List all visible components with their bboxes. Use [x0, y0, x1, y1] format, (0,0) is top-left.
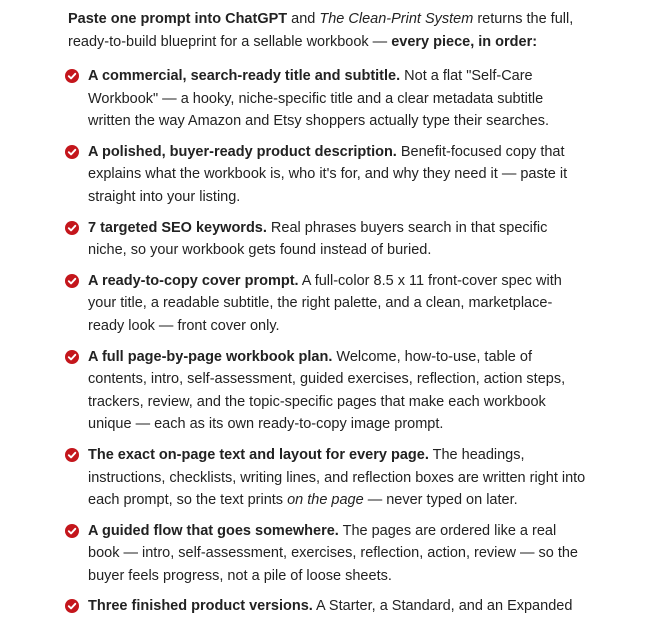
- feature-text: The pages are ordered like a real book — intro, self-assessment, exercises, reflection, action, review — so the buyer feels progress, not a pile of loose sheets.: [88, 522, 578, 584]
- intro-body: returns the full, ready-to-build blueprint for a sellable workbook —: [68, 11, 574, 50]
- content-column: [68, 8, 588, 626]
- intro-product-name: The Clean-Print System: [319, 11, 474, 27]
- list-item: [68, 141, 588, 209]
- feature-text: A full-color 8.5 x 11 front-cover spec with your title, a readable subtitle, the right palette, and a clean, marketplace-ready look — front cover only.: [88, 272, 562, 334]
- intro-paragraph: [68, 8, 588, 54]
- intro-lead: Paste one prompt into ChatGPT: [68, 11, 288, 27]
- list-item: [68, 346, 588, 436]
- feature-text: Not a flat "Self-Care Workbook" — a hooky, niche-specific title and a clear metadata subtitle written the way Amazon and Etsy shoppers actually type their searches.: [88, 68, 550, 130]
- feature-title: A polished, buyer-ready product description.: [88, 143, 397, 160]
- list-item: [68, 444, 588, 512]
- list-item: [68, 595, 588, 618]
- feature-text: A Starter, a Standard, and an Expanded: [312, 598, 573, 615]
- feature-text: The headings, instructions, checklists, writing lines, and reflection boxes are written right into each prompt, so the text prints: [88, 446, 586, 509]
- list-item: [68, 217, 588, 262]
- feature-title: A full page-by-page workbook plan.: [88, 348, 333, 365]
- feature-title: The exact on-page text and layout for every page.: [88, 446, 429, 463]
- check-circle-icon: [65, 221, 79, 235]
- list-item: [68, 520, 588, 588]
- feature-title: Three finished product versions.: [88, 598, 313, 615]
- feature-text: Real phrases buyers search in that specific niche, so your workbook gets found instead of buried.: [88, 219, 548, 259]
- check-circle-icon: [65, 599, 79, 613]
- feature-emphasis: on the page: [287, 492, 364, 509]
- intro-connector: and: [287, 11, 320, 27]
- feature-list: [68, 65, 588, 618]
- list-item: [68, 65, 588, 133]
- feature-text: Benefit-focused copy that explains what the workbook is, who it's for, and why they need it — paste it straight into your listing.: [88, 143, 568, 205]
- check-circle-icon: [65, 524, 79, 538]
- check-circle-icon: [65, 274, 79, 288]
- feature-text-end: — never typed on later.: [363, 492, 518, 509]
- check-circle-icon: [65, 69, 79, 83]
- check-circle-icon: [65, 145, 79, 159]
- list-item: [68, 270, 588, 338]
- feature-title: A guided flow that goes somewhere.: [88, 522, 339, 539]
- feature-text: Welcome, how-to-use, table of contents, intro, self-assessment, guided exercises, reflection, action steps, trackers, review, and the topic-specific pages that make each workbook unique — each as its own ready-to-copy image prompt.: [88, 348, 566, 433]
- intro-emphasis: every piece, in order:: [391, 34, 538, 50]
- feature-title: A ready-to-copy cover prompt.: [88, 272, 299, 289]
- feature-title: 7 targeted SEO keywords.: [88, 219, 267, 236]
- feature-title: A commercial, search-ready title and subtitle.: [88, 68, 401, 84]
- check-circle-icon: [65, 350, 79, 364]
- check-circle-icon: [65, 448, 79, 462]
